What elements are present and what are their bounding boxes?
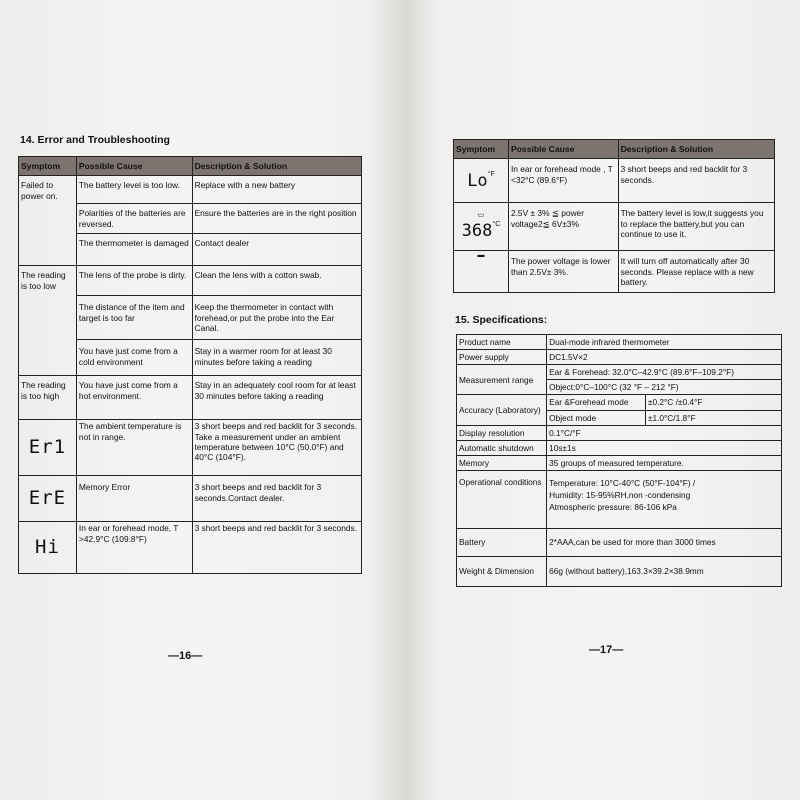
header-solution: Description & Solution: [618, 140, 774, 159]
specifications-title: 15. Specifications:: [455, 314, 548, 326]
spec-value: 10s±1s: [547, 440, 782, 455]
spec-operational-humidity: Humidity: 15-95%RH,non -condensing: [549, 490, 691, 500]
solution-cell: 3 short beeps and red backlit for 3 seconds.Contact dealer.: [192, 476, 361, 522]
spec-row-operational: [457, 470, 782, 528]
spec-row-measurement-range: [457, 365, 782, 380]
table-row: [19, 522, 362, 574]
cause-cell: In ear or forehead mode, T >42.9°C (109.8°F): [76, 522, 192, 574]
solution-cell: Keep the thermometer in contact with forehead,or put the probe into the Ear Canal.: [192, 296, 361, 340]
cause-cell: You have just come from a hot environment.: [76, 376, 192, 420]
table-row: [19, 176, 362, 204]
page-17: [405, 0, 800, 800]
spec-value: ±1.0°C/1.8°F: [645, 410, 781, 425]
cause-cell: The lens of the probe is dirty.: [76, 266, 192, 296]
celsius-unit: °C: [492, 220, 501, 228]
solution-cell: 3 short beeps and red backlit for 3 seconds.: [618, 159, 774, 203]
cause-cell: 2.5V ± 3% ≦ power voltage2≦ 6V±3%: [508, 203, 618, 251]
solution-cell: Contact dealer: [192, 234, 361, 266]
table-header-row: [19, 157, 362, 176]
solution-cell: It will turn off automatically after 30 seconds. Please replace with a new battery.: [618, 251, 774, 293]
lcd-hi-display: Hi: [35, 536, 60, 559]
spec-value: Object:0°C–100°C (32 °F – 212 °F): [547, 380, 782, 395]
lcd-368-display: 368: [461, 220, 493, 241]
lcd-er1-display: Er1: [28, 436, 67, 459]
table-row: [454, 159, 775, 203]
spec-value: 66g (without battery),163.3×39.2×38.9mm: [547, 556, 782, 586]
spec-label: Memory: [457, 455, 547, 470]
table-row: [19, 376, 362, 420]
page-number-17: —17—: [589, 644, 624, 656]
solution-cell: Clean the lens with a cotton swab.: [192, 266, 361, 296]
solution-cell: 3 short beeps and red backlit for 3 seconds. Take a measurement under an ambient temperature between 10°C (50.0°F) and 40°C (104°F).: [192, 420, 361, 476]
spec-value: 0.1°C/°F: [547, 425, 782, 440]
cause-cell: The distance of the item and target is too far: [76, 296, 192, 340]
spec-row-display-resolution: [457, 425, 782, 440]
spec-label: Accuracy (Laboratory): [457, 395, 547, 425]
troubleshooting-table-continued: [453, 139, 775, 293]
solution-cell: Replace with a new battery: [192, 176, 361, 204]
solution-cell: 3 short beeps and red backlit for 3 seconds.: [192, 522, 361, 574]
cause-cell: Polarities of the batteries are reversed.: [76, 204, 192, 234]
spec-row-accuracy: [457, 395, 782, 410]
spec-row-automatic-shutdown: [457, 440, 782, 455]
spec-value: Ear & Forehead: 32.0°C–42.9°C (89.6°F–109.2°F): [547, 365, 782, 380]
spec-mode: Ear &Forehead mode: [547, 395, 646, 410]
solution-cell: The battery level is low,it suggests you to replace the battery,but you can continue to use it.: [618, 203, 774, 251]
table-row: [454, 251, 775, 293]
lcd-lo-display: Lo: [467, 170, 488, 191]
spec-value: DC1.5V×2: [547, 350, 782, 365]
header-cause: Possible Cause: [76, 157, 192, 176]
table-row: [454, 203, 775, 251]
lcd-ere-display: ErE: [28, 487, 67, 510]
lcd-display-cell: [454, 251, 509, 293]
spec-row-memory: [457, 455, 782, 470]
cause-cell: You have just come from a cold environment: [76, 340, 192, 376]
spec-mode: Object mode: [547, 410, 646, 425]
spec-value: Dual-mode infrared thermometer: [547, 335, 782, 350]
symptom-cell: Failed to power on.: [19, 176, 77, 266]
table-header-row: [454, 140, 775, 159]
specifications-table: [456, 334, 782, 587]
solution-cell: Stay in an adequately cool room for at least 30 minutes before taking a reading: [192, 376, 361, 420]
cause-cell: The thermometer is damaged: [76, 234, 192, 266]
spec-value: ±0.2°C /±0.4°F: [645, 395, 781, 410]
spec-label: Weight & Dimension: [457, 556, 547, 586]
lcd-display-cell: [19, 522, 77, 574]
spec-row-power-supply: [457, 350, 782, 365]
table-row: [19, 476, 362, 522]
spec-value: 35 groups of measured temperature.: [547, 455, 782, 470]
spec-label: Display resolution: [457, 425, 547, 440]
header-cause: Possible Cause: [508, 140, 618, 159]
battery-empty-icon: ▬: [477, 252, 485, 260]
table-row: [19, 266, 362, 296]
cause-cell: The battery level is too low.: [76, 176, 192, 204]
symptom-cell: The reading is too low: [19, 266, 77, 376]
spec-row-weight-dimension: [457, 556, 782, 586]
cause-cell: Memory Error: [76, 476, 192, 522]
spec-label: Automatic shutdown: [457, 440, 547, 455]
troubleshooting-table: [18, 156, 362, 574]
cause-cell: The power voltage is lower than 2.5V± 3%.: [508, 251, 618, 293]
spec-operational-temperature: Temperature: 10°C-40°C (50°F-104°F) /: [549, 477, 696, 488]
cause-cell: The ambient temperature is not in range.: [76, 420, 192, 476]
lcd-display-cell: [19, 476, 77, 522]
table-row: [19, 420, 362, 476]
lcd-display-cell: [454, 203, 509, 251]
spec-value-group: [547, 470, 782, 528]
header-symptom: Symptom: [19, 157, 77, 176]
spec-row-battery: [457, 528, 782, 556]
spec-label: Operational conditions: [457, 470, 547, 528]
spec-label: Battery: [457, 528, 547, 556]
header-symptom: Symptom: [454, 140, 509, 159]
fahrenheit-unit: °F: [487, 170, 495, 178]
spec-label: Power supply: [457, 350, 547, 365]
page-number-16: —16—: [168, 650, 203, 662]
battery-low-icon: ▭: [477, 212, 485, 220]
spec-value: 2*AAA,can be used for more than 3000 times: [547, 528, 782, 556]
lcd-display-cell: [454, 159, 509, 203]
spec-label: Measurement range: [457, 365, 547, 395]
spec-row-product-name: [457, 335, 782, 350]
lcd-display-cell: [19, 420, 77, 476]
cause-cell: In ear or forehead mode , T <32°C (89.6°F): [508, 159, 618, 203]
solution-cell: Stay in a warmer room for at least 30 minutes before taking a reading: [192, 340, 361, 376]
header-solution: Description & Solution: [192, 157, 361, 176]
spec-label: Product name: [457, 335, 547, 350]
symptom-cell: The reading is too high: [19, 376, 77, 420]
spec-operational-pressure: Atmospheric pressure: 86-106 kPa: [549, 502, 677, 513]
solution-cell: Ensure the batteries are in the right position: [192, 204, 361, 234]
troubleshooting-title: 14. Error and Troubleshooting: [20, 134, 170, 146]
